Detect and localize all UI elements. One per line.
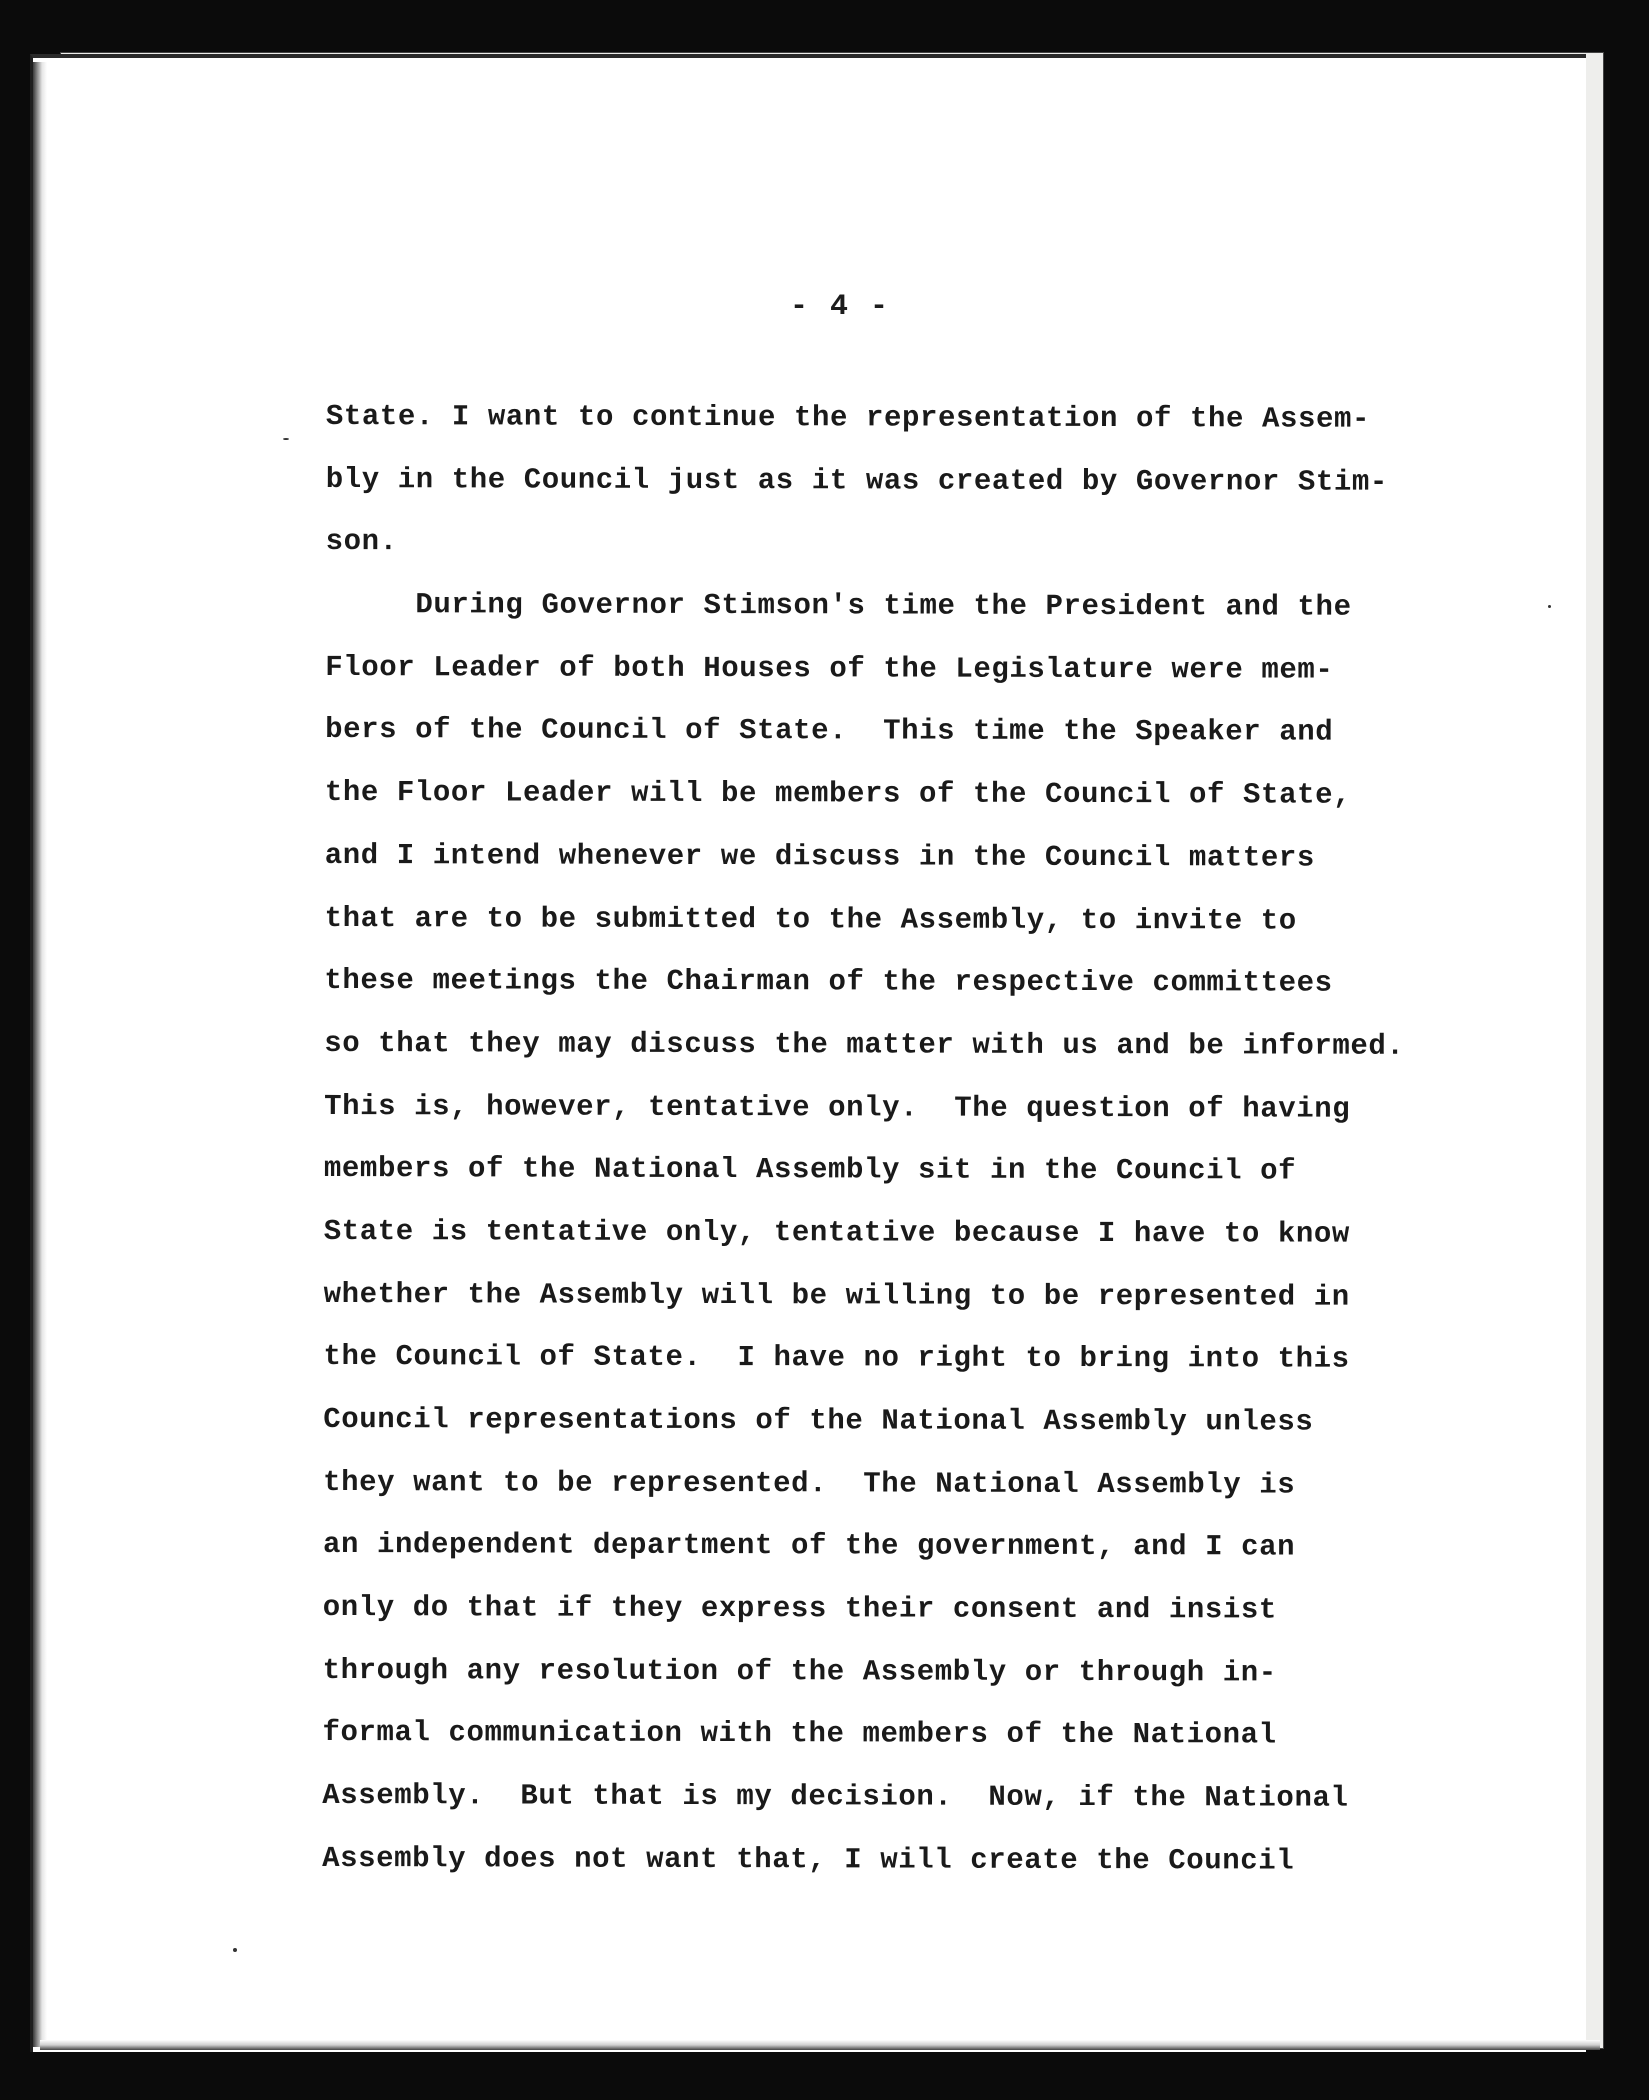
text-line: they want to be represented. The National Assembly is: [323, 1465, 1296, 1502]
text-line: through any resolution of the Assembly or through in-: [322, 1653, 1277, 1690]
text-line: formal communication with the members of the National: [322, 1716, 1277, 1752]
text-line: these meetings the Chairman of the respective committees: [324, 964, 1333, 1000]
scan-speck: [283, 438, 289, 440]
text-line: members of the National Assembly sit in the Council of: [323, 1152, 1297, 1188]
text-line: State is tentative only, tentative because I have to know: [323, 1214, 1350, 1251]
text-line: bly in the Council just as it was created by Governor Stim-: [325, 462, 1388, 499]
page-number: - 4 -: [789, 290, 890, 324]
text-line: that are to be submitted to the Assembly, to invite to: [324, 901, 1297, 938]
text-line: the Council of State. I have no right to bring into this: [323, 1340, 1350, 1376]
text-line: Assembly does not want that, I will create the Council: [322, 1841, 1295, 1878]
text-line: only do that if they express their consent and insist: [322, 1591, 1277, 1627]
text-line: so that they may discuss the matter with us and be informed.: [324, 1026, 1405, 1063]
text-line: State. I want to continue the representation of the Assem-: [325, 399, 1371, 436]
text-line: During Governor Stimson's time the President and the: [325, 588, 1352, 624]
text-line: Floor Leader of both Houses of the Legislature were mem-: [325, 650, 1334, 687]
scan-speck: [1548, 605, 1551, 608]
text-line: and I intend whenever we discuss in the Council matters: [324, 838, 1315, 875]
text-line: son.: [325, 525, 398, 559]
paper-left-edge-shadow: [33, 62, 47, 2047]
text-line: whether the Assembly will be willing to be represented in: [323, 1277, 1350, 1314]
text-line: Assembly. But that is my decision. Now, if the National: [322, 1779, 1349, 1815]
typed-text-body: [322, 386, 1486, 1894]
text-line: an independent department of the government, and I can: [322, 1528, 1296, 1564]
text-line: This is, however, tentative only. The question of having: [324, 1089, 1351, 1126]
paper-bottom-edge: [40, 2040, 1600, 2050]
text-line: bers of the Council of State. This time the Speaker and: [325, 713, 1334, 750]
text-line: Council representations of the National Assembly unless: [323, 1402, 1314, 1439]
scan-speck: [233, 1948, 237, 1952]
text-line: the Floor Leader will be members of the Council of State,: [324, 776, 1352, 812]
